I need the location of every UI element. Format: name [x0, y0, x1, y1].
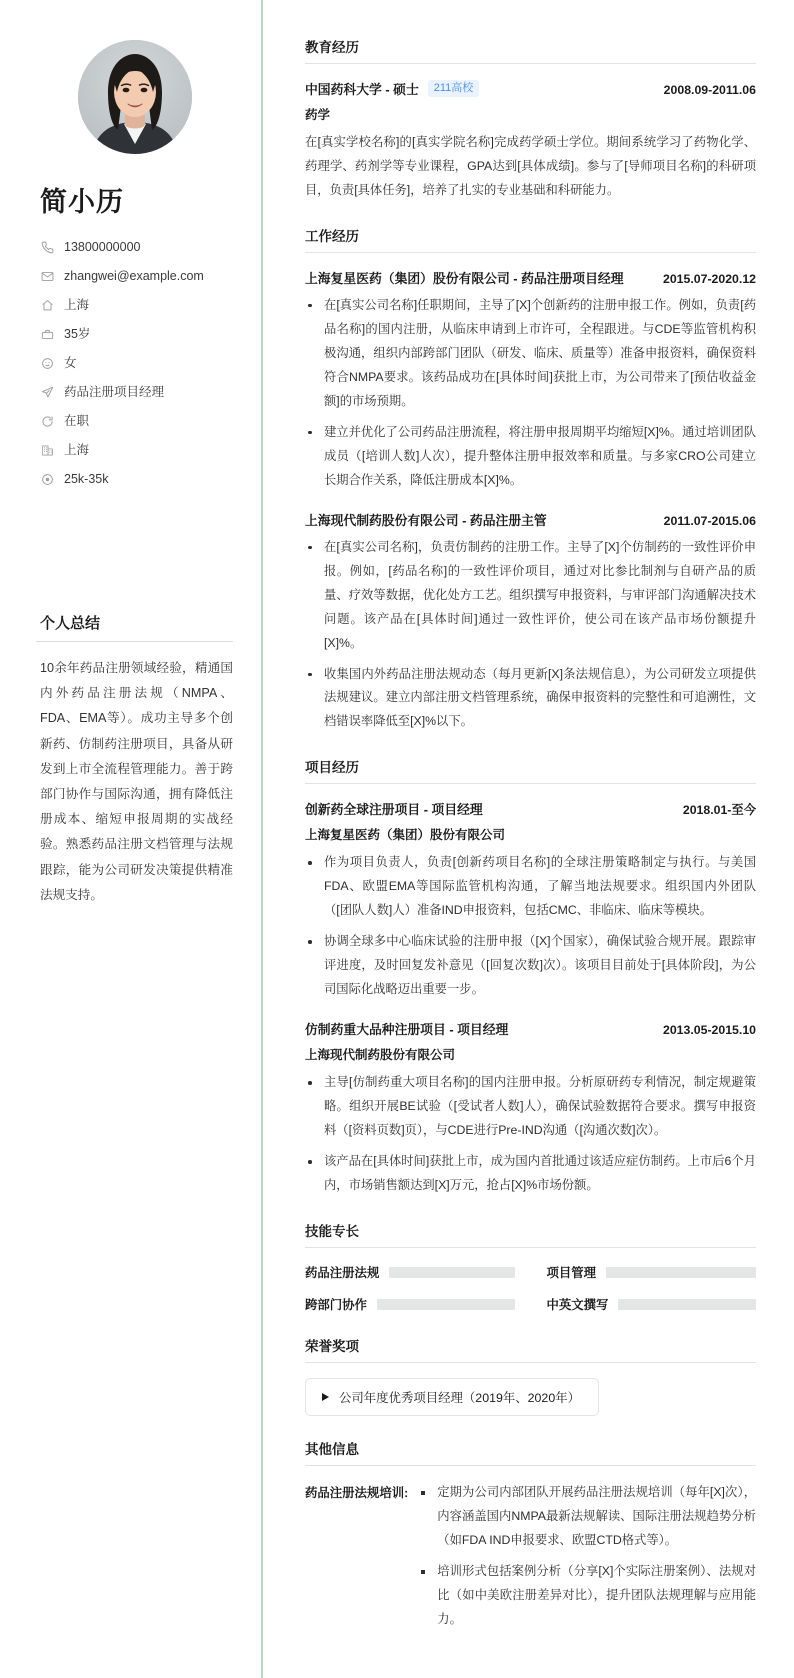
- project-entry: [305, 1019, 756, 1198]
- skill-progress-track: [618, 1299, 756, 1310]
- project-bullets: [305, 851, 756, 1002]
- skill-item: [305, 1295, 515, 1313]
- person-name: 简小历: [40, 187, 124, 217]
- entry-header-left: [305, 79, 479, 98]
- education-section: [305, 36, 756, 203]
- list-item: 作为项目负责人，负责[创新药项目名称]的全球注册策略制定与执行。与美国FDA、欧盟EMA等国际监管机构沟通，了解当地法规要求。组织国内外团队（[团队人数]人）准备IND申报资料，包括CMC、非临床、临床等模块。: [305, 851, 756, 923]
- skill-label: 跨部门协作: [305, 1298, 367, 1313]
- summary-text: 10余年药品注册领域经验，精通国内外药品注册法规（NMPA、FDA、EMA等）。成功主导多个创新药、仿制药注册项目，具备从研发到上市全流程管理能力。善于跨部门协作与国际沟通，拥有降低注册成本、缩短申报周期的实战经验。熟悉药品注册文档管理与法规跟踪，能为公司研发决策提供精准法规支持。: [40, 661, 233, 902]
- list-item: 培训形式包括案例分析（分享[X]个实际注册案例）、法规对比（如中美欧注册差异对比），提升团队法规理解与应用能力。: [418, 1560, 756, 1632]
- contact-status: [40, 407, 233, 436]
- list-item: 主导[仿制药重大项目名称]的国内注册申报。分析原研药专利情况，制定规避策略。组织开展BE试验（[受试者人数]人），确保试验数据符合要求。撰写申报资料（[资料页数]页），与CDE进行Pre-IND沟通（[沟通次数]次）。: [305, 1071, 756, 1143]
- honors-section: [305, 1335, 756, 1416]
- contact-value: 药品注册项目经理: [64, 385, 165, 400]
- education-description: 在[真实学校名称]的[真实学院名称]完成药学硕士学位。期间系统学习了药物化学、药理学、药剂学等专业课程，GPA达到[具体成绩]。参与了[导师项目名称]的科研项目，负责[具体任务]，培养了扎实的专业基础和科研能力。: [305, 135, 756, 197]
- other-entry: [305, 1481, 756, 1632]
- contact-value: 上海: [64, 298, 90, 313]
- other-bullets: [418, 1481, 756, 1632]
- work-entry: [305, 268, 756, 493]
- skill-item: [305, 1263, 515, 1281]
- work-bullets: [305, 294, 756, 493]
- section-title-honors: 荣誉奖项: [305, 1335, 756, 1363]
- list-item: 在[真实公司名称]，负责仿制药的注册工作。主导了[X]个仿制药的一致性评价申报。例如，[药品名称]的一致性评价项目，通过对比参比制剂与自研产品的质量、疗效等数据，优化处方工艺。组织撰写申报资料，与审评部门沟通解决技术问题。该产品在[具体时间]通过一致性评价，使公司在该产品市场份额提升[X]%。: [305, 536, 756, 656]
- skill-progress-track: [606, 1267, 756, 1278]
- contact-salary: [40, 465, 233, 494]
- education-date: 2008.09-2011.06: [663, 83, 756, 97]
- project-date: 2018.01-至今: [682, 803, 756, 818]
- gender-icon: [40, 357, 54, 371]
- company-title: 上海复星医药（集团）股份有限公司 - 药品注册项目经理: [305, 270, 624, 286]
- contact-value: 上海: [64, 443, 90, 458]
- refresh-icon: [40, 415, 54, 429]
- major-name: 药学: [305, 108, 331, 122]
- skill-label: 药品注册法规: [305, 1266, 380, 1281]
- triangle-right-icon: [322, 1393, 329, 1401]
- other-body: [418, 1481, 756, 1632]
- skill-progress-track: [389, 1267, 514, 1278]
- honor-text: 公司年度优秀项目经理（2019年、2020年）: [339, 1391, 580, 1406]
- project-company: 上海复星医药（集团）股份有限公司: [305, 828, 506, 843]
- phone-icon: [40, 241, 54, 255]
- list-item: 在[真实公司名称]任职期间，主导了[X]个创新药的注册申报工作。例如，负责[药品名称]的国内注册，从临床申请到上市许可，全程跟进。与CDE等监管机构积极沟通，组织内部跨部门团队（研发、临床、质量等）准备申报资料，确保资料符合NMPA要求。该药品成功在[具体时间]获批上市，为公司带来了[预估收益金额]的市场预期。: [305, 294, 756, 414]
- work-bullets: [305, 536, 756, 735]
- entry-header-left: [305, 268, 624, 287]
- project-date: 2013.05-2015.10: [663, 1023, 756, 1038]
- list-item: 定期为公司内部团队开展药品注册法规培训（每年[X]次），内容涵盖国内NMPA最新法规解读、国际注册法规趋势分析（如FDA IND申报要求、欧盟CTD格式等）。: [418, 1481, 756, 1553]
- project-company: 上海现代制药股份有限公司: [305, 1048, 456, 1063]
- contact-value: 35岁: [64, 327, 91, 342]
- contact-value: 13800000000: [64, 240, 141, 255]
- entry-header: [305, 799, 756, 818]
- other-label: 药品注册法规培训:: [305, 1486, 409, 1501]
- school-name: 中国药科大学 - 硕士: [305, 82, 419, 97]
- contact-gender: [40, 349, 233, 378]
- status-badge: 211高校: [428, 80, 480, 98]
- section-title-skills: 技能专长: [305, 1220, 756, 1248]
- summary-title: 个人总结: [36, 612, 233, 642]
- entry-header: [305, 510, 756, 529]
- contact-phone: [40, 233, 233, 262]
- skills-grid: [305, 1263, 756, 1313]
- contact-value: 在职: [64, 414, 90, 429]
- summary-section: [36, 612, 233, 908]
- contact-age: [40, 320, 233, 349]
- list-item: 收集国内外药品注册法规动态（每月更新[X]条法规信息），为公司研发立项提供法规建议。建立内部注册文档管理系统，确保申报资料的完整性和可追溯性，文档错误率降低至[X]%以下。: [305, 663, 756, 735]
- contact-workplace: [40, 436, 233, 465]
- section-title-other: 其他信息: [305, 1438, 756, 1466]
- paper-plane-icon: [40, 386, 54, 400]
- company-title: 上海现代制药股份有限公司 - 药品注册主管: [305, 512, 547, 528]
- work-date: 2015.07-2020.12: [663, 271, 756, 286]
- skills-section: [305, 1220, 756, 1313]
- list-item: 该产品在[具体时间]获批上市，成为国内首批通过该适应症仿制药。上市后6个月内，市场销售额达到[X]万元，抢占[X]%市场份额。: [305, 1150, 756, 1198]
- entry-header-left: [305, 799, 483, 818]
- sidebar: [0, 0, 263, 1678]
- entry-header-left: [305, 1019, 508, 1038]
- other-section: [305, 1438, 756, 1632]
- list-item: 建立并优化了公司药品注册流程，将注册申报周期平均缩短[X]%。通过培训团队成员（[培训人数]人次），提升整体注册申报效率和质量。与多家CRO公司建立长期合作关系，降低注册成本[X]%。: [305, 421, 756, 493]
- section-title-projects: 项目经历: [305, 756, 756, 784]
- work-entry: [305, 510, 756, 735]
- entry-header: [305, 268, 756, 287]
- envelope-icon: [40, 270, 54, 284]
- section-title-education: 教育经历: [305, 36, 756, 64]
- avatar: [78, 40, 192, 154]
- skill-progress-track: [377, 1299, 515, 1310]
- contact-value: 25k-35k: [64, 472, 109, 487]
- contact-job-title: [40, 378, 233, 407]
- project-title: 仿制药重大品种注册项目 - 项目经理: [305, 1022, 509, 1038]
- portrait-photo-icon: [78, 40, 192, 154]
- work-date: 2011.07-2015.06: [663, 513, 756, 528]
- project-entry: [305, 799, 756, 1002]
- project-bullets: [305, 1071, 756, 1198]
- project-title: 创新药全球注册项目 - 项目经理: [305, 802, 483, 818]
- contact-list: [40, 233, 233, 494]
- projects-section: [305, 756, 756, 1198]
- entry-header-left: [305, 510, 547, 529]
- contact-email: [40, 262, 233, 291]
- building-icon: [40, 444, 54, 458]
- entry-header: [305, 1019, 756, 1038]
- entry-header: [305, 79, 756, 98]
- home-icon: [40, 299, 54, 313]
- work-section: [305, 225, 756, 735]
- honor-item[interactable]: [305, 1378, 599, 1416]
- avatar-wrapper: [36, 28, 233, 154]
- section-title-work: 工作经历: [305, 225, 756, 253]
- main-content: [263, 0, 794, 1678]
- skill-item: [547, 1263, 757, 1281]
- skill-label: 项目管理: [546, 1266, 597, 1281]
- skill-item: [547, 1295, 757, 1313]
- contact-value: zhangwei@example.com: [64, 269, 204, 284]
- contact-value: 女: [64, 356, 77, 371]
- list-item: 协调全球多中心临床试验的注册申报（[X]个国家），确保试验合规开展。跟踪审评进度，及时回复发补意见（[回复次数]次）。该项目目前处于[具体阶段]，为公司国际化战略迈出重要一步。: [305, 930, 756, 1002]
- briefcase-icon: [40, 328, 54, 342]
- skill-label: 中英文撰写: [546, 1298, 609, 1313]
- contact-location: [40, 291, 233, 320]
- salary-icon: [40, 473, 54, 487]
- education-entry: [305, 79, 756, 203]
